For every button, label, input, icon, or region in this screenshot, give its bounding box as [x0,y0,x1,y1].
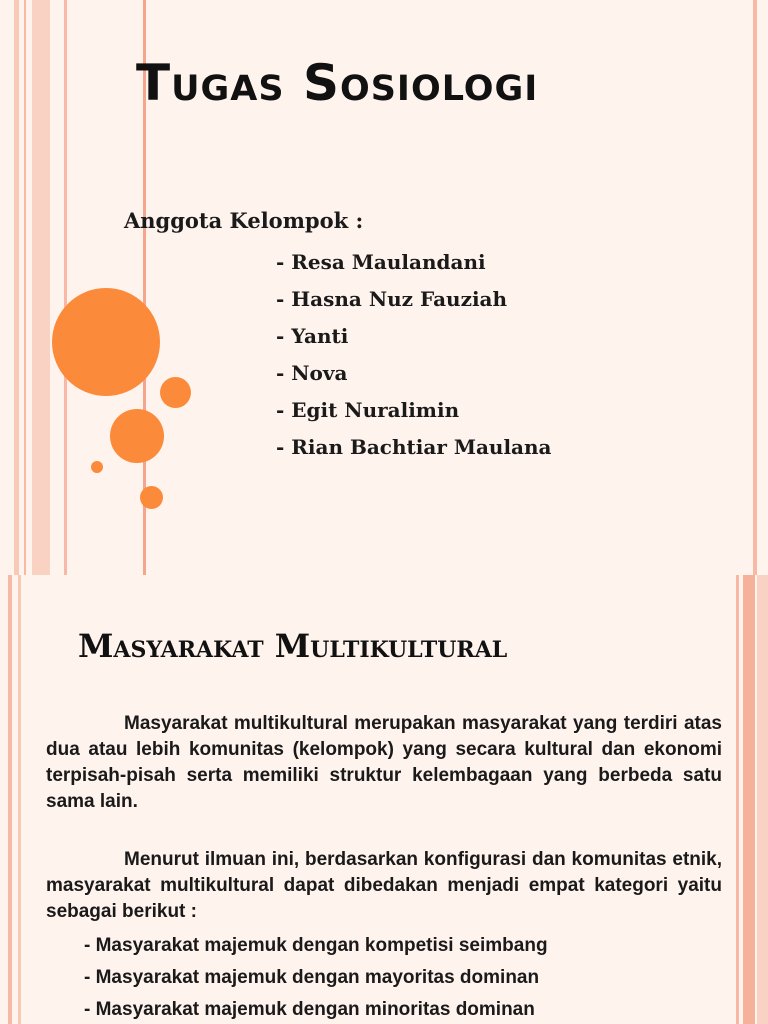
decorative-stripe [736,575,739,1024]
decorative-circle-small [160,377,191,408]
decorative-circle-small [140,486,163,509]
definition-paragraph: Masyarakat multikultural merupakan masyarakat yang terdiri atas dua atau lebih komunitas (kelompok) yang secara kultural dan ekonomi terpisah-pisah serta memiliki struktur kelembagaan yang berbeda satu sama lain. [46,713,722,812]
decorative-stripe [24,0,26,575]
decorative-circle-medium [110,409,164,463]
member-item: - Nova [276,361,348,385]
decorative-stripe [757,575,768,1024]
category-list [84,933,548,1024]
decorative-stripe [32,0,50,575]
decorative-circle-tiny [91,461,103,473]
category-item: - Masyarakat majemuk dengan kompetisi seimbang [84,935,548,956]
member-item: - Yanti [276,324,349,348]
decorative-stripe [18,575,21,1024]
category-item: - Masyarakat majemuk dengan mayoritas dominan [84,967,540,988]
member-item: - Rian Bachtiar Maulana [276,435,552,459]
decorative-stripe [14,0,19,575]
slide-title: Tugas Sosiologi [136,54,539,112]
category-item: - Masyarakat majemuk dengan minoritas dominan [84,999,535,1020]
decorative-stripe [743,575,755,1024]
members-heading: Anggota Kelompok : [124,208,364,233]
classification-paragraph: Menurut ilmuan ini, berdasarkan konfigurasi dan komunitas etnik, masyarakat multikultural dapat dibedakan menjadi empat kategori yaitu sebagai berikut : [46,849,722,922]
slide-title: Masyarakat Multikultural [78,627,508,665]
slide-2 [0,575,768,1024]
decorative-stripe [8,575,12,1024]
decorative-circle-large [52,288,160,396]
decorative-stripe [64,0,67,575]
members-list [276,247,552,469]
member-item: - Resa Maulandani [276,250,486,274]
decorative-stripe [753,0,757,575]
member-item: - Egit Nuralimin [276,398,460,422]
member-item: - Hasna Nuz Fauziah [276,287,508,311]
